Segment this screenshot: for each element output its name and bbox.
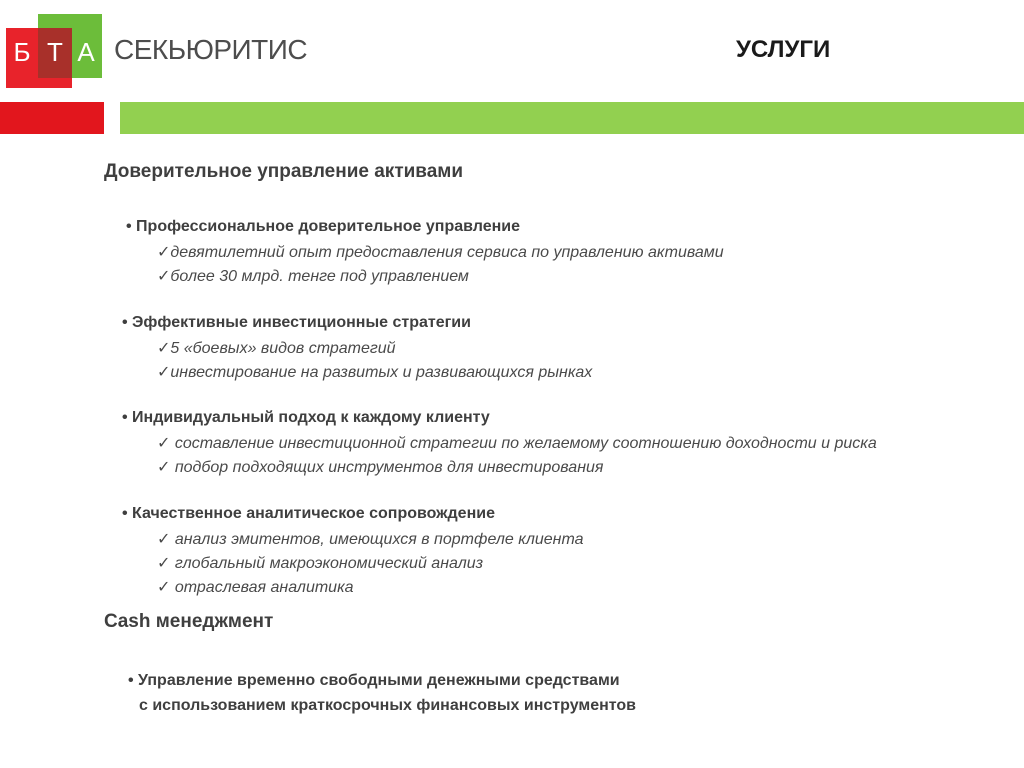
bullet-individual-approach: • Индивидуальный подход к каждому клиенту bbox=[122, 409, 490, 426]
page-title: УСЛУГИ bbox=[736, 36, 831, 63]
header-bar-red bbox=[0, 102, 104, 134]
check-item: ✓инвестирование на развитых и развивающихся рынках bbox=[157, 364, 593, 381]
check-item: ✓ анализ эмитентов, имеющихся в портфеле клиента bbox=[157, 531, 584, 548]
bullet-investment-strategies: • Эффективные инвестиционные стратегии bbox=[122, 314, 471, 331]
bullet-analytical-support: • Качественное аналитическое сопровождение bbox=[122, 505, 495, 522]
logo-letter-t: Т bbox=[47, 37, 63, 67]
logo-letter-a: А bbox=[77, 37, 95, 67]
brand-name: СЕКЬЮРИТИС bbox=[114, 34, 308, 65]
check-item: ✓более 30 млрд. тенге под управлением bbox=[157, 268, 469, 285]
bullet-free-funds-management: • Управление временно свободными денежными средствами bbox=[128, 672, 620, 689]
header-bar-green bbox=[120, 102, 1024, 134]
bullet-free-funds-management-line2: с использованием краткосрочных финансовых инструментов bbox=[139, 697, 637, 714]
section-heading-cash-management: Cash менеджмент bbox=[104, 611, 274, 632]
section-heading-trust-management: Доверительное управление активами bbox=[104, 161, 464, 182]
bullet-professional-management: • Профессиональное доверительное управление bbox=[126, 218, 521, 235]
logo-letter-b: Б bbox=[13, 37, 31, 67]
check-item: ✓ подбор подходящих инструментов для инвестирования bbox=[157, 459, 604, 476]
check-item: ✓ глобальный макроэкономический анализ bbox=[157, 555, 484, 572]
check-item: ✓5 «боевых» видов стратегий bbox=[157, 340, 396, 357]
check-item: ✓ отраслевая аналитика bbox=[157, 579, 354, 596]
check-item: ✓девятилетний опыт предоставления сервиса по управлению активами bbox=[157, 244, 724, 261]
check-item: ✓ составление инвестиционной стратегии по желаемому соотношению доходности и риска bbox=[157, 435, 877, 452]
